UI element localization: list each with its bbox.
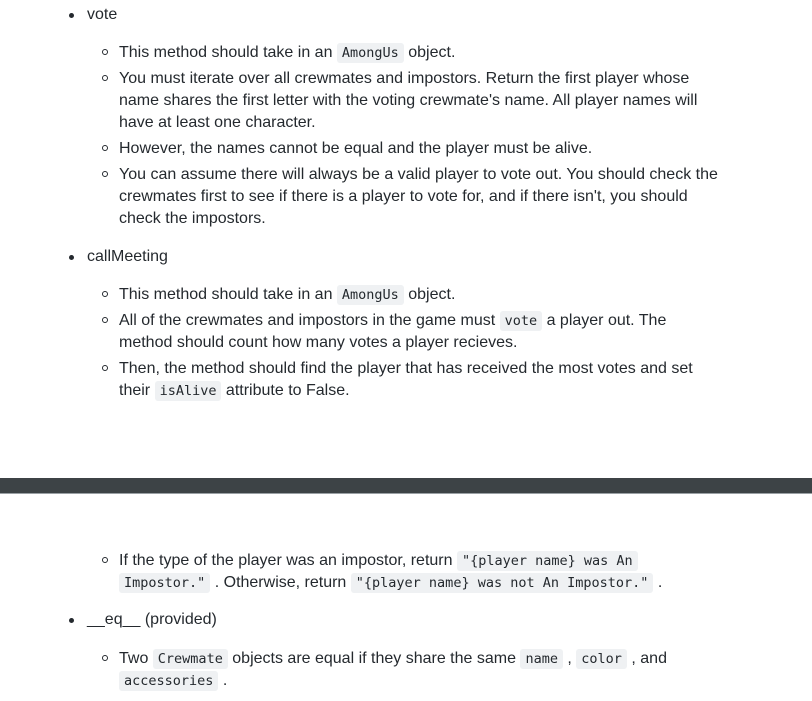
eq-item-1 bbox=[119, 648, 667, 692]
inline-code: Impostor." bbox=[119, 573, 210, 593]
text-run: You must iterate over all crewmates and impostors. Return the first player whose bbox=[119, 70, 690, 87]
vote-item-4 bbox=[119, 164, 718, 230]
text-run: This method should take in an bbox=[119, 44, 337, 61]
inline-code: AmongUs bbox=[337, 43, 404, 63]
vote-item-3 bbox=[119, 138, 592, 160]
text-line bbox=[119, 572, 662, 594]
inline-code: "{player name} was not An Impostor." bbox=[351, 573, 654, 593]
bullet bbox=[102, 557, 108, 563]
bullet bbox=[102, 145, 108, 151]
text-line bbox=[119, 112, 697, 134]
inline-code: accessories bbox=[119, 671, 218, 691]
text-run: . bbox=[653, 574, 663, 591]
method-name-vote: vote bbox=[87, 6, 118, 23]
text-line bbox=[119, 310, 666, 332]
callmeeting-item-3 bbox=[119, 358, 693, 402]
text-run: object. bbox=[403, 286, 456, 303]
bullet bbox=[69, 255, 74, 260]
text-run: crewmates first to see if there is a player to vote for, and if there isn't, you should bbox=[119, 188, 688, 205]
text-run: check the impostors. bbox=[119, 210, 266, 227]
text-line bbox=[119, 332, 666, 354]
text-run: This method should take in an bbox=[119, 286, 337, 303]
method-name-callmeeting: callMeeting bbox=[87, 248, 168, 265]
text-line bbox=[119, 208, 718, 230]
callmeeting-item-2 bbox=[119, 310, 666, 354]
bullet bbox=[102, 49, 108, 55]
text-run: Then, the method should find the player that has received the most votes and set bbox=[119, 360, 693, 377]
bullet bbox=[102, 171, 108, 177]
text-run: All of the crewmates and impostors in the game must bbox=[119, 312, 500, 329]
text-run: their bbox=[119, 382, 155, 399]
text-run: . Otherwise, return bbox=[210, 574, 351, 591]
text-run: , bbox=[562, 650, 577, 667]
text-line bbox=[119, 550, 662, 572]
text-line bbox=[119, 68, 697, 90]
panel-separator bbox=[0, 478, 812, 494]
inline-code: vote bbox=[500, 311, 543, 331]
bullet bbox=[69, 13, 74, 18]
text-run: objects are equal if they share the same bbox=[227, 650, 521, 667]
text-run: If the type of the player was an impostor, return bbox=[119, 552, 457, 569]
vote-item-2 bbox=[119, 68, 697, 134]
text-run: method should count how many votes a player recieves. bbox=[119, 334, 518, 351]
text-run: have at least one character. bbox=[119, 114, 316, 131]
text-run: name shares the first letter with the voting crewmate's name. All player names will bbox=[119, 92, 698, 109]
text-run: a player out. The bbox=[542, 312, 667, 329]
text-line bbox=[119, 186, 718, 208]
text-line bbox=[119, 164, 718, 186]
inline-code: color bbox=[576, 649, 627, 669]
bullet bbox=[102, 365, 108, 371]
inline-code: name bbox=[520, 649, 563, 669]
text-line bbox=[119, 380, 693, 402]
text-run: , and bbox=[626, 650, 667, 667]
vote-item-1 bbox=[119, 42, 455, 64]
text-run: You can assume there will always be a valid player to vote out. You should check the bbox=[119, 166, 718, 183]
bullet bbox=[102, 75, 108, 81]
text-run: However, the names cannot be equal and the player must be alive. bbox=[119, 140, 593, 157]
text-line bbox=[119, 648, 667, 670]
method-name-eq: __eq__ (provided) bbox=[87, 611, 217, 628]
inline-code: AmongUs bbox=[337, 285, 404, 305]
text-run: . bbox=[218, 672, 228, 689]
inline-code: isAlive bbox=[155, 381, 222, 401]
text-line bbox=[119, 670, 667, 692]
document-bottom-panel bbox=[0, 494, 812, 701]
text-line bbox=[119, 358, 693, 380]
callmeeting-item-1 bbox=[119, 284, 455, 306]
bullet bbox=[69, 618, 74, 623]
inline-code: "{player name} was An bbox=[457, 551, 638, 571]
impostor-return-item bbox=[119, 550, 662, 594]
text-run: Two bbox=[119, 650, 153, 667]
bullet bbox=[102, 317, 108, 323]
text-run: attribute to False. bbox=[221, 382, 350, 399]
bullet bbox=[102, 655, 108, 661]
text-run: object. bbox=[403, 44, 456, 61]
text-line bbox=[119, 90, 697, 112]
inline-code: Crewmate bbox=[153, 649, 228, 669]
bullet bbox=[102, 291, 108, 297]
